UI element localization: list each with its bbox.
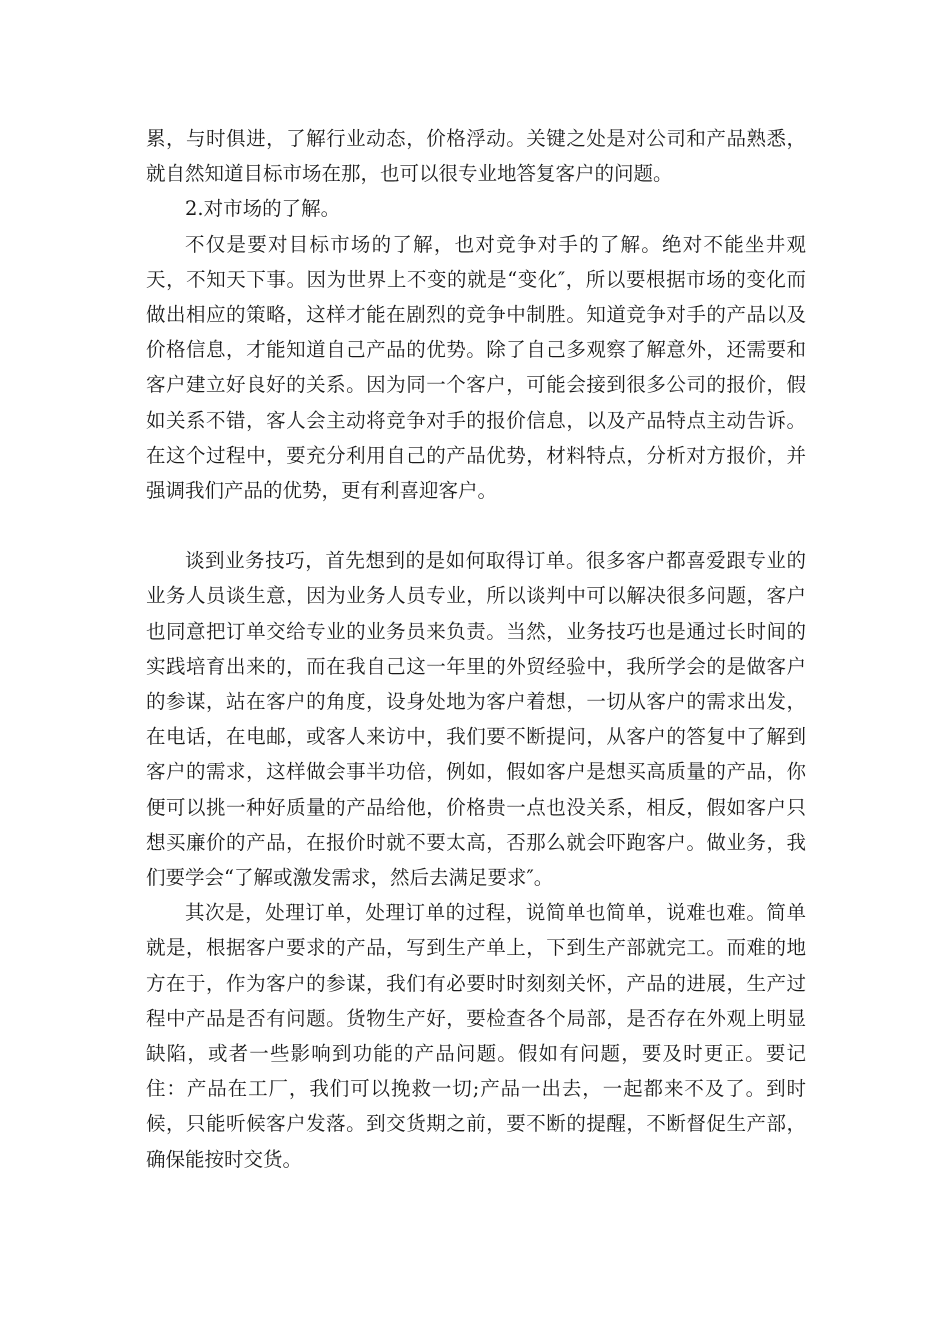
paragraph-continuation: 累，与时俱进，了解行业动态，价格浮动。关键之处是对公司和产品熟悉，就自然知道目标市场在那，也可以很专业地答复客户的问题。	[146, 127, 806, 186]
section-heading-market-understanding: 2.对市场的了解。	[185, 197, 341, 221]
paragraph-business-skills: 谈到业务技巧，首先想到的是如何取得订单。很多客户都喜爱跟专业的业务人员谈生意，因为业务人员专业，所以谈判中可以解决很多问题，客户也同意把订单交给专业的业务员来负责。当然，业务技巧也是通过长时间的实践培育出来的，而在我自己这一年里的外贸经验中，我所学会的是做客户的参谋，站在客户的角度，设身处地为客户着想，一切从客户的需求出发，在电话，在电邮，或客人来访中，我们要不断提问，从客户的答复中了解到客户的需求，这样做会事半功倍，例如，假如客户是想买高质量的产品，你便可以挑一种好质量的产品给他，价格贵一点也没关系，相反，假如客户只想买廉价的产品，在报价时就不要太高，否那么就会吓跑客户。做业务，我们要学会“了解或激发需求，然后去满足要求″。	[146, 549, 806, 890]
paragraph-market-competition: 不仅是要对目标市场的了解，也对竞争对手的了解。绝对不能坐井观天，不知天下事。因为世界上不变的就是“变化″，所以要根据市场的变化而做出相应的策略，这样才能在剧烈的竞争中制胜。知道竞争对手的产品以及价格信息，才能知道自己产品的优势。除了自己多观察了解意外，还需要和客户建立好良好的关系。因为同一个客户，可能会接到很多公司的报价，假如关系不错，客人会主动将竞争对手的报价信息，以及产品特点主动告诉。在这个过程中，要充分利用自己的产品优势，材料特点，分析对方报价，并强调我们产品的优势，更有利喜迎客户。	[146, 232, 806, 503]
paragraph-order-handling: 其次是，处理订单，处理订单的过程，说简单也简单，说难也难。简单就是，根据客户要求的产品，写到生产单上，下到生产部就完工。而难的地方在于，作为客户的参谋，我们有必要时时刻刻关怀，产品的进展，生产过程中产品是否有问题。货物生产好，要检查各个局部，是否存在外观上明显缺陷，或者一些影响到功能的产品问题。假如有问题，要及时更正。要记住：产品在工厂，我们可以挽救一切;产品一出去，一起都来不及了。到时候，只能听候客户发落。到交货期之前，要不断的提醒，不断督促生产部，确保能按时交货。	[146, 901, 806, 1171]
blank-line	[146, 508, 806, 543]
document-body	[146, 121, 806, 1177]
